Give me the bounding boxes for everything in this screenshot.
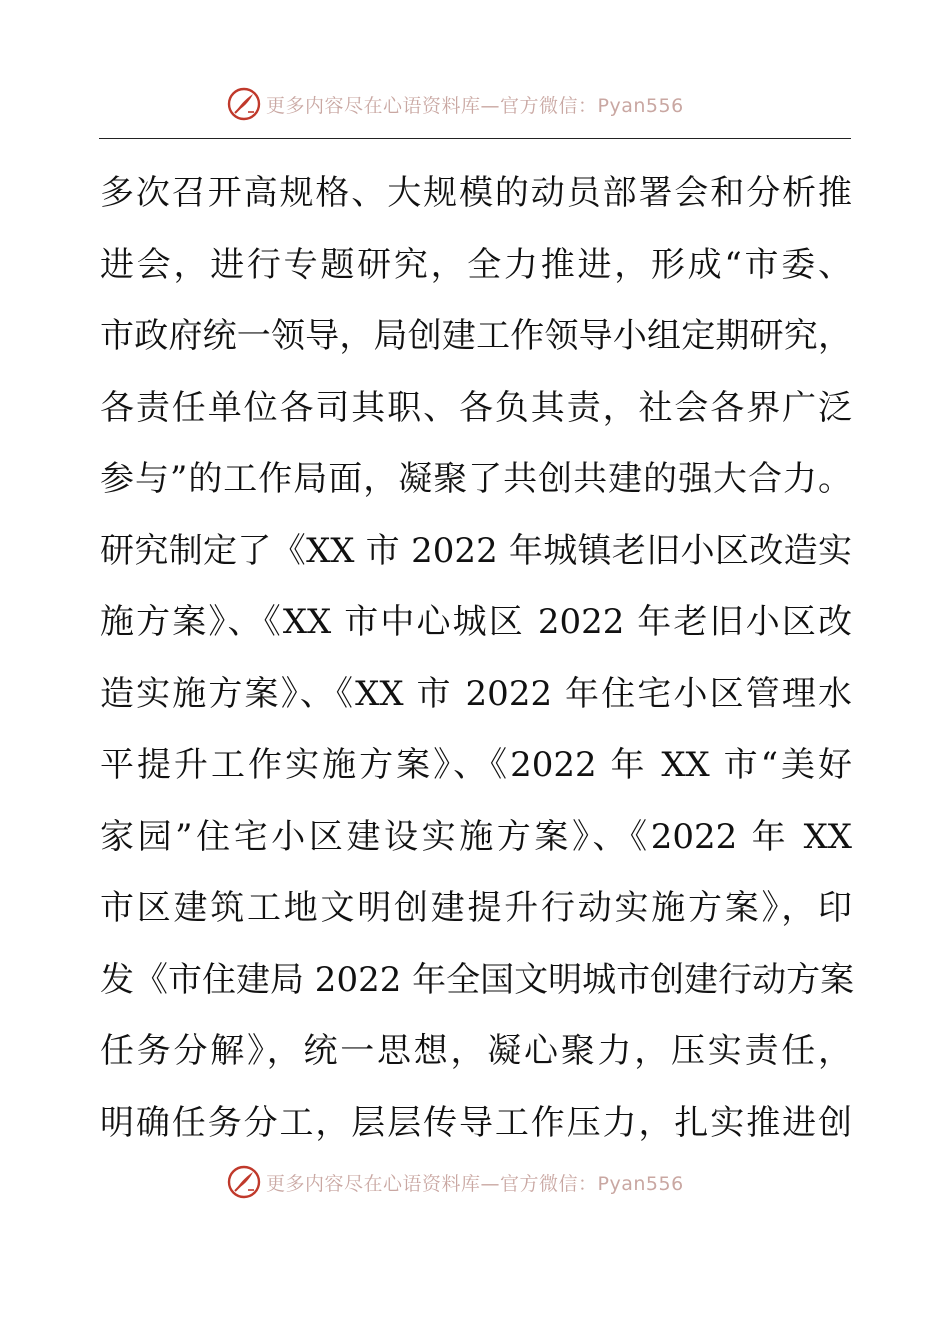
- footer-banner: [0, 1162, 950, 1202]
- body-line: 施方案》、《XX 市中心城区 2022 年老旧小区改: [100, 602, 852, 642]
- body-line: 研究制定了《XX 市 2022 年城镇老旧小区改造实: [100, 530, 852, 571]
- body-line: 任务分解》，统一思想，凝心聚力，压实责任，: [100, 1031, 852, 1071]
- body-line: 明确任务分工，层层传导工作压力，扎实推进创: [100, 1102, 852, 1143]
- body-line: 市政府统一领导，局创建工作领导小组定期研究，: [100, 316, 852, 356]
- body-line: 进会，进行专题研究，全力推进，形成“市委、: [100, 244, 852, 285]
- document-body: [100, 158, 855, 1159]
- body-line: 多次召开高规格、大规模的动员部署会和分析推: [100, 173, 852, 213]
- quill-seal-icon: [226, 1164, 262, 1200]
- footer-banner-text: 更多内容尽在心语资料库—官方微信：Pyan556: [266, 1172, 684, 1195]
- header-banner: [0, 84, 950, 124]
- body-line: 发《市住建局 2022 年全国文明城市创建行动方案: [100, 959, 855, 1000]
- body-line: 家园”住宅小区建设实施方案》、《2022 年 XX: [100, 816, 852, 857]
- body-line: 市区建筑工地文明创建提升行动实施方案》，印: [100, 888, 852, 928]
- body-line: 参与”的工作局面，凝聚了共创共建的强大合力。: [100, 459, 852, 499]
- quill-seal-icon: [226, 86, 262, 122]
- body-line: 平提升工作实施方案》、《2022 年 XX 市“美好: [100, 745, 852, 785]
- header-banner-text: 更多内容尽在心语资料库—官方微信：Pyan556: [266, 94, 684, 117]
- body-line: 造实施方案》、《XX 市 2022 年住宅小区管理水: [100, 673, 852, 714]
- body-line: 各责任单位各司其职、各负其责，社会各界广泛: [100, 387, 852, 428]
- header-rule: [99, 138, 851, 139]
